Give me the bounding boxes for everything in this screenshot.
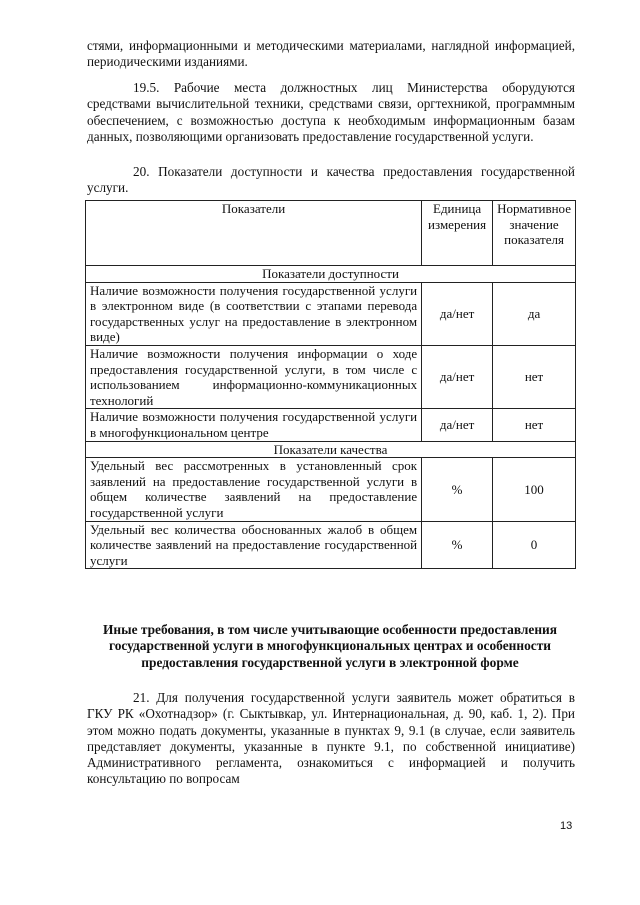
indicator-norm: 0: [493, 521, 576, 569]
table-header-row: [86, 201, 576, 266]
header-unit: Единица измерения: [422, 201, 493, 266]
indicator-unit: да/нет: [422, 282, 493, 345]
header-norm: Нормативное значение показателя: [493, 201, 576, 266]
page-number: 13: [560, 820, 573, 832]
section-title-quality: Показатели качества: [86, 441, 576, 458]
table-row: [86, 282, 576, 345]
indicator-name: Наличие возможности получения информации о ходе предоставления государственной услуги, в том числе с использованием информационно-коммуникационных технологий: [86, 345, 422, 408]
indicator-unit: да/нет: [422, 409, 493, 441]
indicator-name: Наличие возможности получения государственной услуги в многофункциональном центре: [86, 409, 422, 441]
indicator-unit: %: [422, 521, 493, 569]
section-heading: Иные требования, в том числе учитывающие особенности предоставления государственной услуги в многофункциональных центрах и особенности предоставления государственной услуги в электронной форме: [102, 622, 558, 670]
indicator-norm: нет: [493, 345, 576, 408]
indicator-name: Удельный вес рассмотренных в установленный срок заявлений на предоставление государственной услуги в общем количестве заявлений на предоставление государственной услуги: [86, 458, 422, 521]
indicator-norm: нет: [493, 409, 576, 441]
table-row: [86, 521, 576, 569]
paragraph-20: 20. Показатели доступности и качества предоставления государственной услуги.: [87, 164, 575, 196]
paragraph-19-5: 19.5. Рабочие места должностных лиц Министерства оборудуются средствами вычислительной техники, средствами связи, оргтехникой, программным обеспечением, с возможностью доступа к необходимым информационным базам данных, позволяющими организовать предоставление государственной услуги.: [87, 80, 575, 144]
table-row: [86, 345, 576, 408]
header-indicators: Показатели: [86, 201, 422, 266]
paragraph-continuation: стями, информационными и методическими материалами, наглядной информацией, периодическими изданиями.: [87, 38, 575, 70]
indicator-name: Удельный вес количества обоснованных жалоб в общем количестве заявлений на предоставление государственной услуги: [86, 521, 422, 569]
indicator-unit: да/нет: [422, 345, 493, 408]
paragraph-21: 21. Для получения государственной услуги заявитель может обратиться в ГКУ РК «Охотнадзор» (г. Сыктывкар, ул. Интернациональная, д. 90, каб. 1, 2). При этом можно подать документы, указанные в пунктах 9, 9.1 (в случае, если заявитель представляет документы, указанные в пункте 9.1, по собственной инициативе) Административного регламента, ознакомиться с информацией и получить консультацию по вопросам: [87, 690, 575, 787]
section-row-access: [86, 266, 576, 283]
table-row: [86, 409, 576, 441]
table-row: [86, 458, 576, 521]
indicators-table: [85, 200, 576, 569]
section-row-quality: [86, 441, 576, 458]
indicator-name: Наличие возможности получения государственной услуги в электронном виде (в соответствии с этапами перевода государственных услуг на предоставление в электронном виде): [86, 282, 422, 345]
indicator-unit: %: [422, 458, 493, 521]
indicator-norm: да: [493, 282, 576, 345]
indicator-norm: 100: [493, 458, 576, 521]
section-title-access: Показатели доступности: [86, 266, 576, 283]
